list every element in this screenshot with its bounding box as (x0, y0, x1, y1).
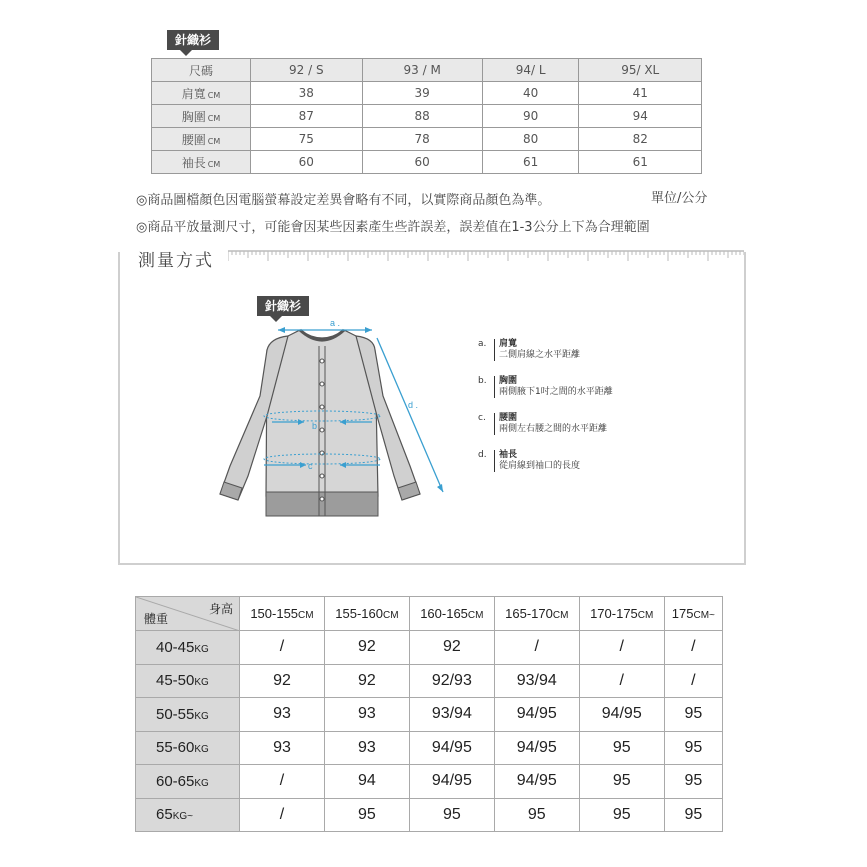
fit-row (136, 664, 723, 698)
height-range: 150-155 (250, 606, 299, 621)
fit-cell: 94/95 (409, 731, 494, 765)
fit-row (136, 798, 723, 832)
unit-text: CM (207, 136, 221, 146)
fit-cell: 95 (664, 731, 722, 765)
fit-cell: / (664, 664, 722, 698)
row-label (152, 82, 251, 105)
size-cell: 94 (579, 105, 702, 128)
weight-label (136, 664, 240, 698)
size-cell: 88 (362, 105, 482, 128)
measurement-disclaimer: ◎商品平放量測尺寸，可能會因某些因素產生些許誤差，誤差值在1-3公分上下為合理範圍 (136, 220, 650, 235)
weight-label (136, 798, 240, 832)
legend-name: 袖長 (499, 450, 518, 460)
fit-cell: 94/95 (579, 698, 664, 732)
fit-cell: 93 (324, 698, 409, 732)
size-row-shoulder (152, 82, 702, 105)
fit-cell: / (579, 664, 664, 698)
weight-range: 50-55 (156, 705, 195, 723)
weight-label (136, 731, 240, 765)
fit-cell: 94/95 (409, 765, 494, 799)
fit-corner-cell (136, 597, 240, 631)
size-cell: 75 (251, 128, 363, 151)
unit-note: 單位/公分 (651, 191, 708, 206)
size-col-header: 93 / M (362, 59, 482, 82)
fit-row (136, 631, 723, 665)
fit-cell: 95 (409, 798, 494, 832)
color-disclaimer: ◎商品圖檔顏色因電腦螢幕設定差異會略有不同，以實際商品顏色為準。 (136, 193, 551, 208)
size-cell: 39 (362, 82, 482, 105)
size-cell: 80 (482, 128, 579, 151)
weight-label (136, 631, 240, 665)
height-range: 155-160 (335, 606, 383, 621)
fit-cell: 95 (579, 798, 664, 832)
size-cell: 78 (362, 128, 482, 151)
fit-cell: 94/95 (494, 731, 579, 765)
fit-cell: / (240, 765, 325, 799)
fit-cell: 92 (240, 664, 325, 698)
row-label (152, 151, 251, 174)
height-col-header (324, 597, 409, 631)
diagram-letter-c: c (308, 461, 313, 471)
size-col-header: 94/ L (482, 59, 579, 82)
weight-unit: KG (194, 744, 209, 756)
size-cell: 61 (482, 151, 579, 174)
size-cell: 41 (579, 82, 702, 105)
measurement-guide-title: 測量方式 (136, 246, 220, 271)
legend-letter: b. (478, 376, 487, 386)
legend-text (494, 413, 607, 435)
row-label (152, 105, 251, 128)
fit-row (136, 731, 723, 765)
size-cell: 38 (251, 82, 363, 105)
fit-cell: / (579, 631, 664, 665)
height-unit: CM (382, 610, 399, 621)
diagram-letter-b: b (312, 421, 318, 431)
height-range: 165-170 (505, 606, 553, 621)
fit-cell: 95 (579, 731, 664, 765)
fit-cell: 95 (579, 765, 664, 799)
height-unit: CM~ (693, 610, 715, 621)
fit-cell: 94/95 (494, 765, 579, 799)
unit-text: CM (207, 113, 221, 123)
weight-range: 45-50 (156, 672, 195, 690)
height-weight-size-table (135, 596, 723, 832)
fit-row (136, 698, 723, 732)
fit-cell: 93 (240, 698, 325, 732)
fit-cell: 92 (324, 631, 409, 665)
row-label-text: 袖長 (181, 155, 206, 170)
fit-cell: / (664, 631, 722, 665)
size-chart-table (151, 58, 702, 174)
weight-range: 40-45 (156, 638, 195, 656)
legend-letter: d. (478, 450, 487, 460)
legend-text (494, 450, 580, 472)
row-label-text: 腰圍 (181, 132, 206, 147)
unit-text: CM (207, 90, 221, 100)
fit-cell: 93 (324, 731, 409, 765)
size-row-sleeve (152, 151, 702, 174)
row-label-text: 肩寬 (181, 86, 206, 101)
height-range: 175 (671, 606, 694, 621)
legend-desc: 二側肩線之水平距離 (499, 350, 581, 360)
fit-cell: 92 (409, 631, 494, 665)
size-col-header: 95/ XL (579, 59, 702, 82)
weight-unit: KG (194, 777, 209, 789)
legend-letter: c. (478, 413, 486, 423)
size-cell: 40 (482, 82, 579, 105)
fit-cell: 92/93 (409, 664, 494, 698)
height-col-header (664, 597, 722, 631)
size-col-header: 92 / S (251, 59, 363, 82)
row-label (152, 128, 251, 151)
weight-range: 60-65 (156, 772, 195, 790)
height-unit: CM (467, 610, 484, 621)
legend-name: 腰圍 (499, 413, 518, 423)
height-unit: CM (637, 610, 654, 621)
fit-cell: 93/94 (409, 698, 494, 732)
fit-cell: / (240, 798, 325, 832)
height-col-header (409, 597, 494, 631)
height-range: 170-175 (590, 606, 638, 621)
weight-unit: KG (194, 677, 209, 689)
legend-letter: a. (478, 339, 487, 349)
fit-cell: / (240, 631, 325, 665)
height-col-header (494, 597, 579, 631)
garment-type-tag: 針織衫 (167, 30, 219, 50)
size-cell: 82 (579, 128, 702, 151)
size-cell: 61 (579, 151, 702, 174)
legend-desc: 兩側腋下1吋之間的水平距離 (499, 387, 613, 397)
legend-name: 胸圍 (499, 376, 518, 386)
weight-label (136, 765, 240, 799)
fit-row (136, 765, 723, 799)
fit-cell: / (494, 631, 579, 665)
size-cell: 87 (251, 105, 363, 128)
fit-cell: 95 (664, 698, 722, 732)
fit-cell: 93 (240, 731, 325, 765)
row-label-text: 胸圍 (181, 109, 206, 124)
fit-header-row (136, 597, 723, 631)
size-cell: 60 (362, 151, 482, 174)
cardigan-diagram (200, 316, 460, 526)
size-header-label: 尺碼 (152, 59, 251, 82)
fit-cell: 93/94 (494, 664, 579, 698)
height-range: 160-165 (420, 606, 468, 621)
legend-desc: 從肩線到袖口的長度 (499, 461, 581, 471)
fit-cell: 92 (324, 664, 409, 698)
height-unit: CM (298, 610, 314, 621)
height-col-header (240, 597, 325, 631)
fit-cell: 95 (664, 765, 722, 799)
height-unit: CM (552, 610, 569, 621)
weight-range: 65 (156, 806, 173, 824)
unit-text: CM (207, 159, 221, 169)
weight-range: 55-60 (156, 739, 195, 757)
size-row-chest (152, 105, 702, 128)
legend-text (494, 376, 613, 398)
legend-name: 肩寬 (499, 339, 518, 349)
size-header-row (152, 59, 702, 82)
weight-unit: KG~ (172, 811, 193, 823)
fit-cell: 94/95 (494, 698, 579, 732)
garment-type-tag-diagram: 針織衫 (257, 296, 309, 316)
weight-unit: KG (194, 643, 209, 655)
size-row-waist (152, 128, 702, 151)
fit-cell: 95 (664, 798, 722, 832)
legend-text (494, 339, 580, 361)
corner-height-label: 身高 (208, 602, 233, 616)
fit-cell: 94 (324, 765, 409, 799)
size-cell: 90 (482, 105, 579, 128)
diagram-letter-a: a . (330, 318, 341, 328)
fit-cell: 95 (324, 798, 409, 832)
size-cell: 60 (251, 151, 363, 174)
height-col-header (579, 597, 664, 631)
weight-label (136, 698, 240, 732)
legend-desc: 兩側左右腰之間的水平距離 (499, 424, 608, 434)
corner-weight-label: 體重 (144, 612, 169, 626)
ruler-decoration (228, 250, 744, 262)
weight-unit: KG (194, 710, 209, 722)
fit-cell: 95 (494, 798, 579, 832)
diagram-letter-d: d . (408, 400, 419, 410)
